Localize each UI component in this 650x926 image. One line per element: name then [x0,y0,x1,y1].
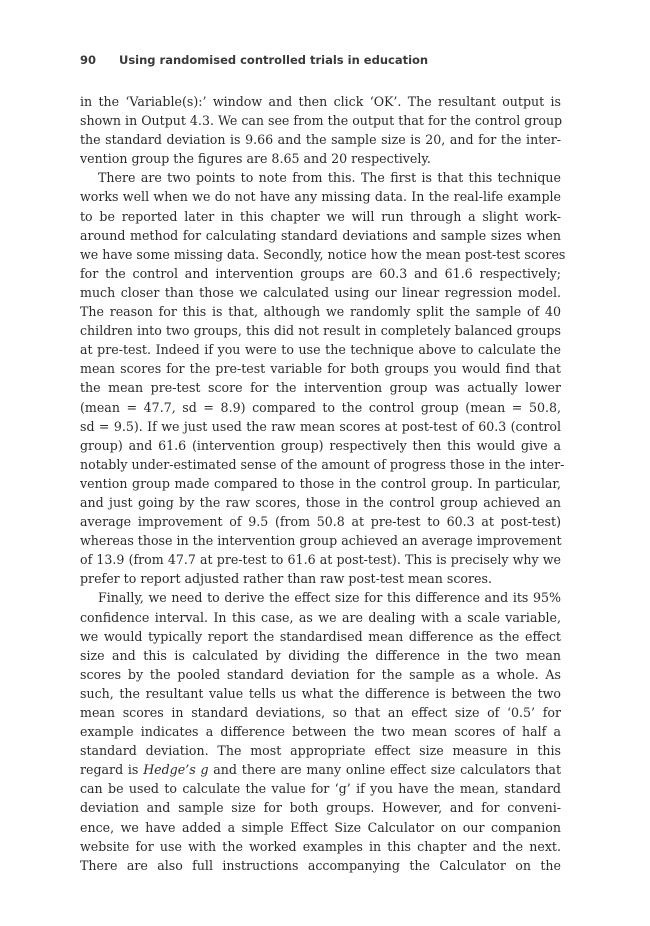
text-line: vention group the figures are 8.65 and 20 respectively. [80,151,431,167]
hedges-g-term: Hedge’s g [143,762,209,778]
text-line: notably under-estimated sense of the amount of progress those in the inter- [80,456,565,472]
running-title: Using randomised controlled trials in education [119,53,429,67]
running-head [80,53,428,67]
text-line: the standard deviation is 9.66 and the sample size is 20, and for the inter- [80,132,561,148]
text-line: example indicates a difference between the two mean scores of half a [80,724,561,740]
text-line: we would typically report the standardised mean difference as the effect [80,628,561,644]
text-line: confidence interval. In this case, as we are dealing with a scale variable, [80,609,561,625]
text-segment: regard is [80,762,144,778]
text-line: There are also full instructions accompanying the Calculator on the [80,857,561,873]
text-line: children into two groups, this did not result in completely balanced groups [80,323,561,339]
text-line: much closer than those we calculated using our linear regression model. [80,284,561,300]
text-line: at pre-test. Indeed if you were to use the technique above to calculate the [80,342,561,358]
text-line: mean scores in standard deviations, so that an effect size of ‘0.5’ for [80,705,561,720]
text-line: ence, we have added a simple Effect Size Calculator on our companion [80,819,561,835]
text-line: The reason for this is that, although we randomly split the sample of 40 [80,304,561,320]
text-line: size and this is calculated by dividing the difference in the two mean [80,647,561,663]
text-line: around method for calculating standard deviations and sample sizes when [80,227,561,243]
text-line: Finally, we need to derive the effect size for this difference and its 95% [98,590,561,606]
paragraph-1 [80,92,561,168]
page-number: 90 [80,53,97,67]
text-line: to be reported later in this chapter we will run through a slight work- [80,208,561,224]
text-line: prefer to report adjusted rather than raw post-test mean scores. [80,571,492,587]
text-line: average improvement of 9.5 (from 50.8 at pre-test to 60.3 at post-test) [80,514,561,530]
text-line: (mean = 47.7, sd = 8.9) compared to the control group (mean = 50.8, [80,399,561,415]
text-line: the mean pre-test score for the intervention group was actually lower [80,380,561,396]
text-line: and just going by the raw scores, those in the control group achieved an [80,494,561,510]
text-line: whereas those in the intervention group achieved an average improvement [80,533,562,549]
body-text [80,92,566,875]
text-line: we have some missing data. Secondly, notice how the mean post-test scores [80,246,566,262]
paragraph-3 [80,588,561,874]
text-line: vention group made compared to those in the control group. In particular, [80,475,561,491]
text-line: standard deviation. The most appropriate effect size measure in this [80,743,561,759]
text-line-hedge [80,760,561,779]
text-line: such, the resultant value tells us what the difference is between the two [80,685,561,701]
text-line: of 13.9 (from 47.7 at pre-test to 61.6 at post-test). This is precisely why we [80,552,561,568]
text-line: scores by the pooled standard deviation for the sample as a whole. As [80,666,561,682]
text-line: works well when we do not have any missing data. In the real-life example [80,189,561,205]
text-line: for the control and intervention groups are 60.3 and 61.6 respectively; [80,265,561,281]
text-line: sd = 9.5). If we just used the raw mean scores at post-test of 60.3 (control [80,418,561,434]
text-line: can be used to calculate the value for ‘g’ if you have the mean, standard [80,781,561,797]
text-line: There are two points to note from this. The first is that this technique [98,170,561,186]
text-line: group) and 61.6 (intervention group) respectively then this would give a [80,437,561,453]
text-segment: and there are many online effect size calculators that [208,762,562,778]
text-line: mean scores for the pre-test variable for both groups you would find that [80,361,561,377]
paragraph-2 [80,168,566,588]
text-line: deviation and sample size for both groups. However, and for conveni- [80,800,561,816]
text-line: website for use with the worked examples in this chapter and the next. [80,838,561,854]
text-line: in the ‘Variable(s):’ window and then click ‘OK’. The resultant output is [80,94,561,109]
text-line: shown in Output 4.3. We can see from the output that for the control group [80,113,563,129]
